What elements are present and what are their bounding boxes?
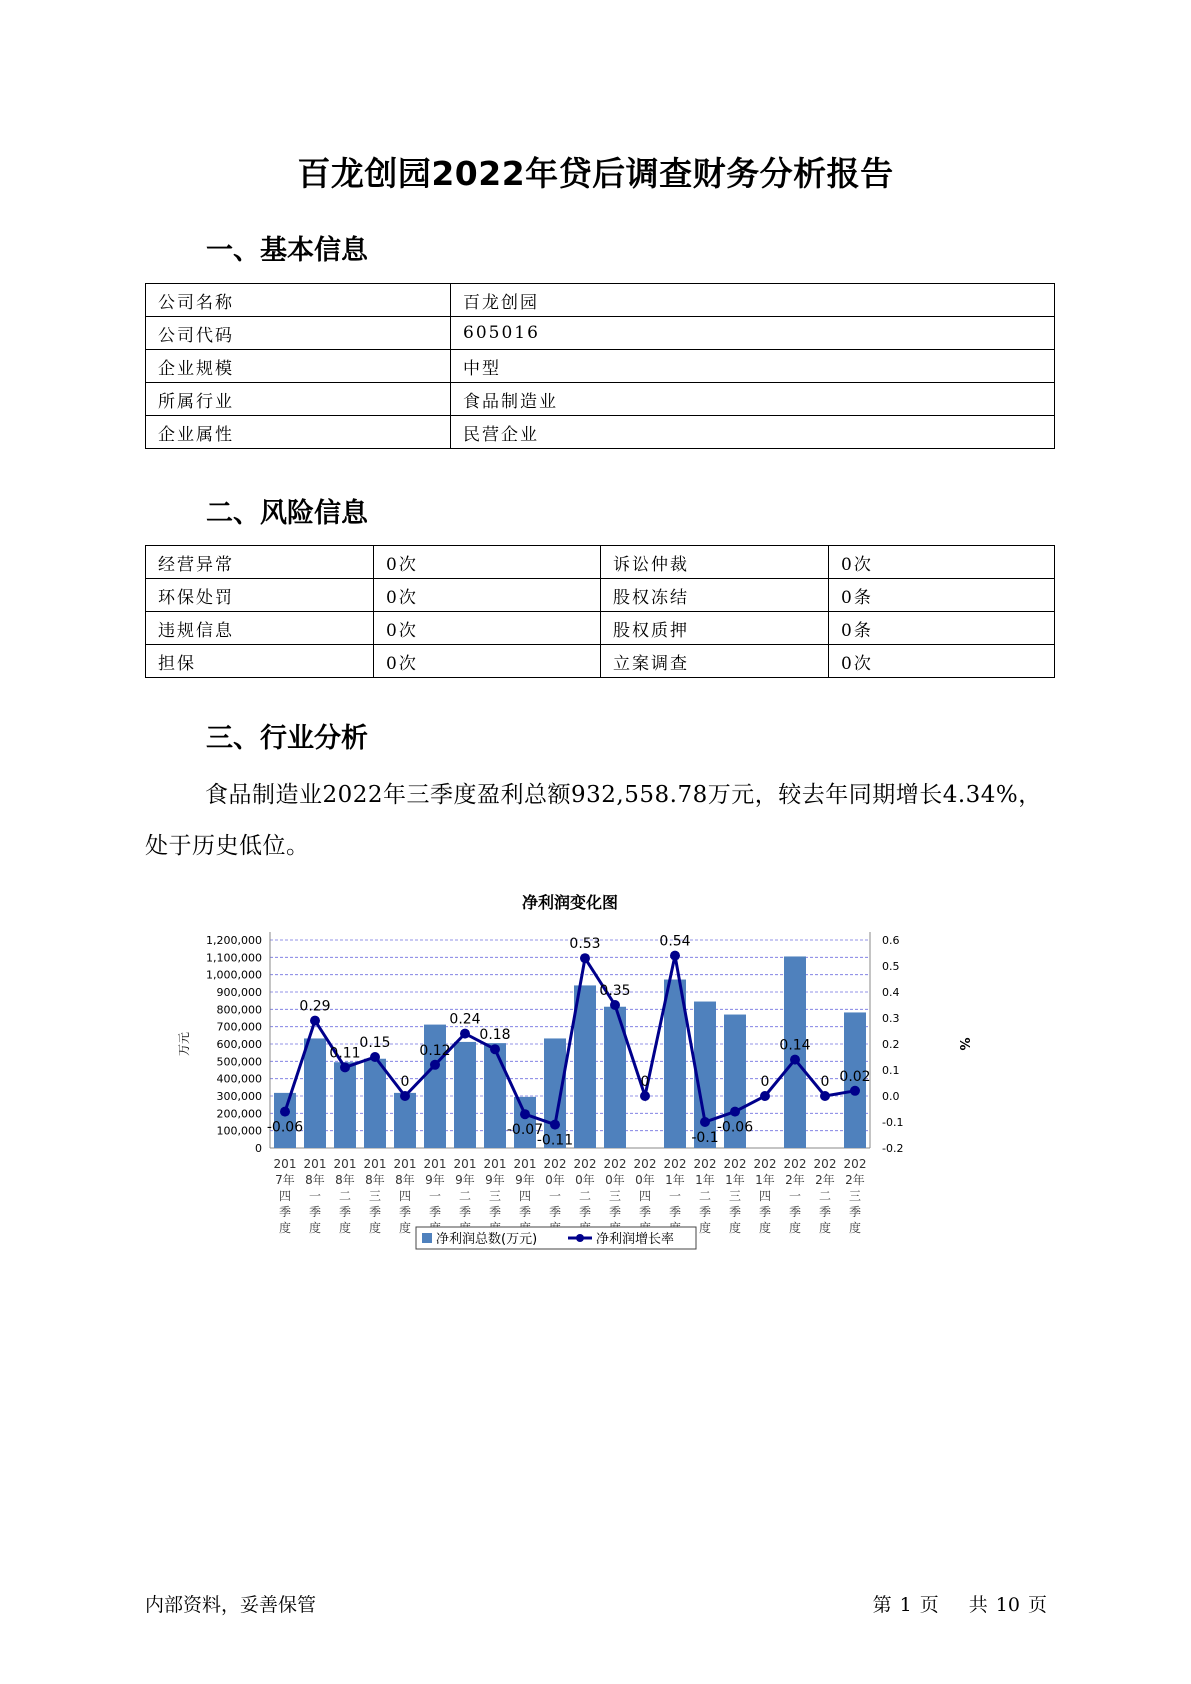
industry-paragraph: 食品制造业2022年三季度盈利总额932,558.78万元，较去年同期增长4.34%，处于历史低位。 — [145, 782, 1042, 859]
growth-data-label: 0.12 — [419, 1042, 451, 1059]
y-tick-label: 700,000 — [216, 1020, 262, 1034]
growth-data-label: -0.11 — [536, 1132, 574, 1149]
bar — [364, 1059, 386, 1148]
x-tick-label: 201 9年二季 — [453, 1157, 477, 1219]
risk-value: 0次 — [374, 612, 601, 645]
bar — [394, 1093, 416, 1148]
growth-point — [820, 1091, 830, 1101]
bar — [304, 1038, 326, 1148]
y2-tick-label: 0.1 — [882, 1064, 900, 1077]
growth-point — [520, 1109, 530, 1119]
growth-point — [340, 1062, 350, 1072]
growth-point — [490, 1044, 500, 1054]
x-tick-label: 202 1年四季度 — [753, 1157, 777, 1235]
growth-data-label: 0 — [760, 1074, 770, 1090]
growth-point — [400, 1091, 410, 1101]
risk-info-row — [146, 546, 1055, 579]
basic-info-row — [146, 350, 1055, 383]
x-tick-label: 202 2年三季度 — [843, 1157, 867, 1235]
basic-info-label: 所属行业 — [146, 383, 451, 416]
basic-info-row — [146, 383, 1055, 416]
basic-info-table — [145, 283, 1055, 449]
y-tick-label: 400,000 — [216, 1072, 262, 1086]
x-tick-label: 201 8年三季度 — [363, 1157, 387, 1235]
risk-label: 诉讼仲裁 — [601, 546, 829, 579]
growth-point — [640, 1091, 650, 1101]
y-tick-label: 100,000 — [216, 1124, 262, 1138]
page-word: 页 — [919, 1594, 939, 1616]
growth-data-label: 0.11 — [329, 1045, 361, 1062]
growth-point — [430, 1060, 440, 1070]
y-axis-label: 万元 — [177, 1031, 191, 1057]
y-tick-label: 1,200,000 — [206, 934, 262, 947]
footer-confidential: 内部资料，妥善保管 — [145, 1594, 317, 1616]
growth-data-label: -0.1 — [691, 1130, 719, 1146]
risk-info-row — [146, 645, 1055, 678]
basic-info-row — [146, 416, 1055, 449]
basic-info-value: 食品制造业 — [451, 383, 1055, 416]
growth-data-label: 0.53 — [569, 936, 601, 953]
growth-data-label: 0.14 — [779, 1037, 811, 1054]
x-tick-label: 201 9年三季 — [483, 1157, 507, 1219]
x-tick-label: 202 0年二季 — [573, 1157, 597, 1219]
risk-label: 立案调查 — [601, 645, 829, 678]
risk-value: 0次 — [374, 546, 601, 579]
x-tick-label: 202 2年二季度 — [813, 1157, 837, 1235]
risk-value: 0次 — [829, 645, 1055, 678]
growth-data-label: 0 — [640, 1074, 650, 1090]
y2-tick-label: 0.0 — [882, 1090, 900, 1103]
risk-info-table — [145, 545, 1055, 678]
risk-label: 经营异常 — [146, 546, 374, 579]
section-heading-basic: 一、基本信息 — [206, 235, 368, 266]
growth-point — [460, 1029, 470, 1039]
legend-bar-label: 净利润总数(万元) — [436, 1232, 538, 1247]
growth-point — [700, 1117, 710, 1127]
growth-data-label: -0.06 — [266, 1119, 304, 1136]
x-tick-label: 201 9年一季 — [423, 1157, 447, 1219]
legend-bar-swatch — [422, 1233, 432, 1243]
page-num: 1 — [899, 1594, 912, 1616]
growth-data-label: 0.02 — [839, 1068, 871, 1085]
risk-info-row — [146, 579, 1055, 612]
y2-tick-label: 0.6 — [882, 934, 900, 947]
basic-info-row — [146, 284, 1055, 317]
growth-point — [580, 953, 590, 963]
page-title: 百龙创园2022年贷后调查财务分析报告 — [297, 154, 894, 193]
growth-point — [610, 1000, 620, 1010]
risk-value: 0次 — [374, 645, 601, 678]
total-word: 页 — [1027, 1594, 1047, 1616]
total-prefix: 共 — [968, 1594, 988, 1616]
y-tick-label: 200,000 — [216, 1107, 262, 1121]
growth-point — [670, 951, 680, 961]
legend-line-label: 净利润增长率 — [596, 1232, 675, 1247]
x-tick-label: 202 0年三季 — [603, 1157, 627, 1219]
growth-data-label: 0.35 — [599, 983, 631, 999]
x-tick-label: 202 1年三季度 — [723, 1157, 747, 1235]
y-tick-label: 300,000 — [216, 1090, 262, 1103]
growth-point — [280, 1107, 290, 1117]
x-tick-label: 202 1年二季度 — [693, 1157, 717, 1235]
growth-data-label: -0.07 — [506, 1122, 544, 1139]
growth-data-label: -0.06 — [716, 1119, 754, 1136]
basic-info-label: 公司名称 — [146, 284, 451, 317]
x-tick-label: 201 8年二季度 — [333, 1157, 357, 1235]
footer-page-number — [869, 1590, 1051, 1617]
chart-title: 净利润变化图 — [521, 893, 619, 912]
y-tick-label: 1,000,000 — [206, 968, 262, 982]
y2-tick-label: 0.3 — [882, 1012, 900, 1025]
x-tick-label: 202 0年四季 — [633, 1157, 657, 1219]
growth-data-label: 0.29 — [299, 998, 331, 1015]
bar — [454, 1042, 476, 1148]
bar — [484, 1043, 506, 1148]
x-tick-label: 202 2年一季度 — [783, 1157, 807, 1235]
total-num: 10 — [995, 1594, 1020, 1616]
y2-tick-label: 0.4 — [882, 986, 900, 999]
growth-data-label: 0.54 — [659, 933, 691, 950]
y-tick-label: 1,100,000 — [206, 951, 262, 965]
growth-point — [850, 1086, 860, 1096]
risk-info-row — [146, 612, 1055, 645]
growth-point — [370, 1052, 380, 1062]
section-heading-industry: 三、行业分析 — [206, 723, 368, 754]
risk-label: 环保处罚 — [146, 579, 374, 612]
risk-value: 0次 — [374, 579, 601, 612]
growth-point — [730, 1107, 740, 1117]
y2-tick-label: -0.1 — [882, 1116, 904, 1129]
bar — [334, 1062, 356, 1148]
risk-value: 0条 — [829, 579, 1055, 612]
risk-value: 0次 — [829, 546, 1055, 579]
growth-data-label: 0.15 — [359, 1035, 391, 1051]
bar — [544, 1038, 566, 1148]
net-profit-chart — [170, 890, 1020, 1355]
x-tick-label: 201 8年四季度 — [393, 1157, 417, 1235]
basic-info-row — [146, 317, 1055, 350]
growth-data-label: 0 — [400, 1074, 410, 1090]
y-tick-label: 600,000 — [216, 1038, 262, 1051]
y-tick-label: 900,000 — [216, 986, 262, 999]
y2-tick-label: 0.2 — [882, 1038, 900, 1051]
x-tick-label: 201 9年四季 — [513, 1157, 537, 1219]
growth-point — [310, 1016, 320, 1026]
basic-info-value: 百龙创园 — [451, 284, 1055, 317]
y-tick-label: 800,000 — [216, 1003, 262, 1017]
page-prefix: 第 — [872, 1594, 892, 1616]
growth-data-label: 0.24 — [449, 1011, 481, 1028]
x-tick-label: 202 0年一季 — [543, 1157, 567, 1219]
basic-info-value: 中型 — [451, 350, 1055, 383]
y-tick-label: 500,000 — [216, 1055, 262, 1069]
basic-info-label: 企业规模 — [146, 350, 451, 383]
risk-label: 担保 — [146, 645, 374, 678]
basic-info-label: 企业属性 — [146, 416, 451, 449]
y2-axis-label: % — [956, 1037, 971, 1051]
basic-info-value: 605016 — [451, 317, 1055, 350]
section-heading-risk: 二、风险信息 — [206, 498, 368, 529]
growth-data-label: 0.18 — [479, 1027, 511, 1044]
y-tick-label: 0 — [255, 1142, 262, 1155]
x-tick-label: 202 1年一季 — [663, 1157, 687, 1219]
risk-label: 违规信息 — [146, 612, 374, 645]
legend-line-marker — [576, 1234, 584, 1242]
y2-tick-label: 0.5 — [882, 960, 900, 973]
y2-tick-label: -0.2 — [882, 1142, 904, 1155]
risk-label: 股权冻结 — [601, 579, 829, 612]
bar — [574, 985, 596, 1148]
growth-point — [790, 1055, 800, 1065]
basic-info-value: 民营企业 — [451, 416, 1055, 449]
growth-point — [760, 1091, 770, 1101]
x-tick-label: 201 8年一季度 — [303, 1157, 327, 1235]
risk-label: 股权质押 — [601, 612, 829, 645]
growth-data-label: 0 — [820, 1074, 830, 1090]
growth-point — [550, 1120, 560, 1130]
basic-info-label: 公司代码 — [146, 317, 451, 350]
x-tick-label: 201 7年四季度 — [273, 1157, 297, 1235]
risk-value: 0条 — [829, 612, 1055, 645]
